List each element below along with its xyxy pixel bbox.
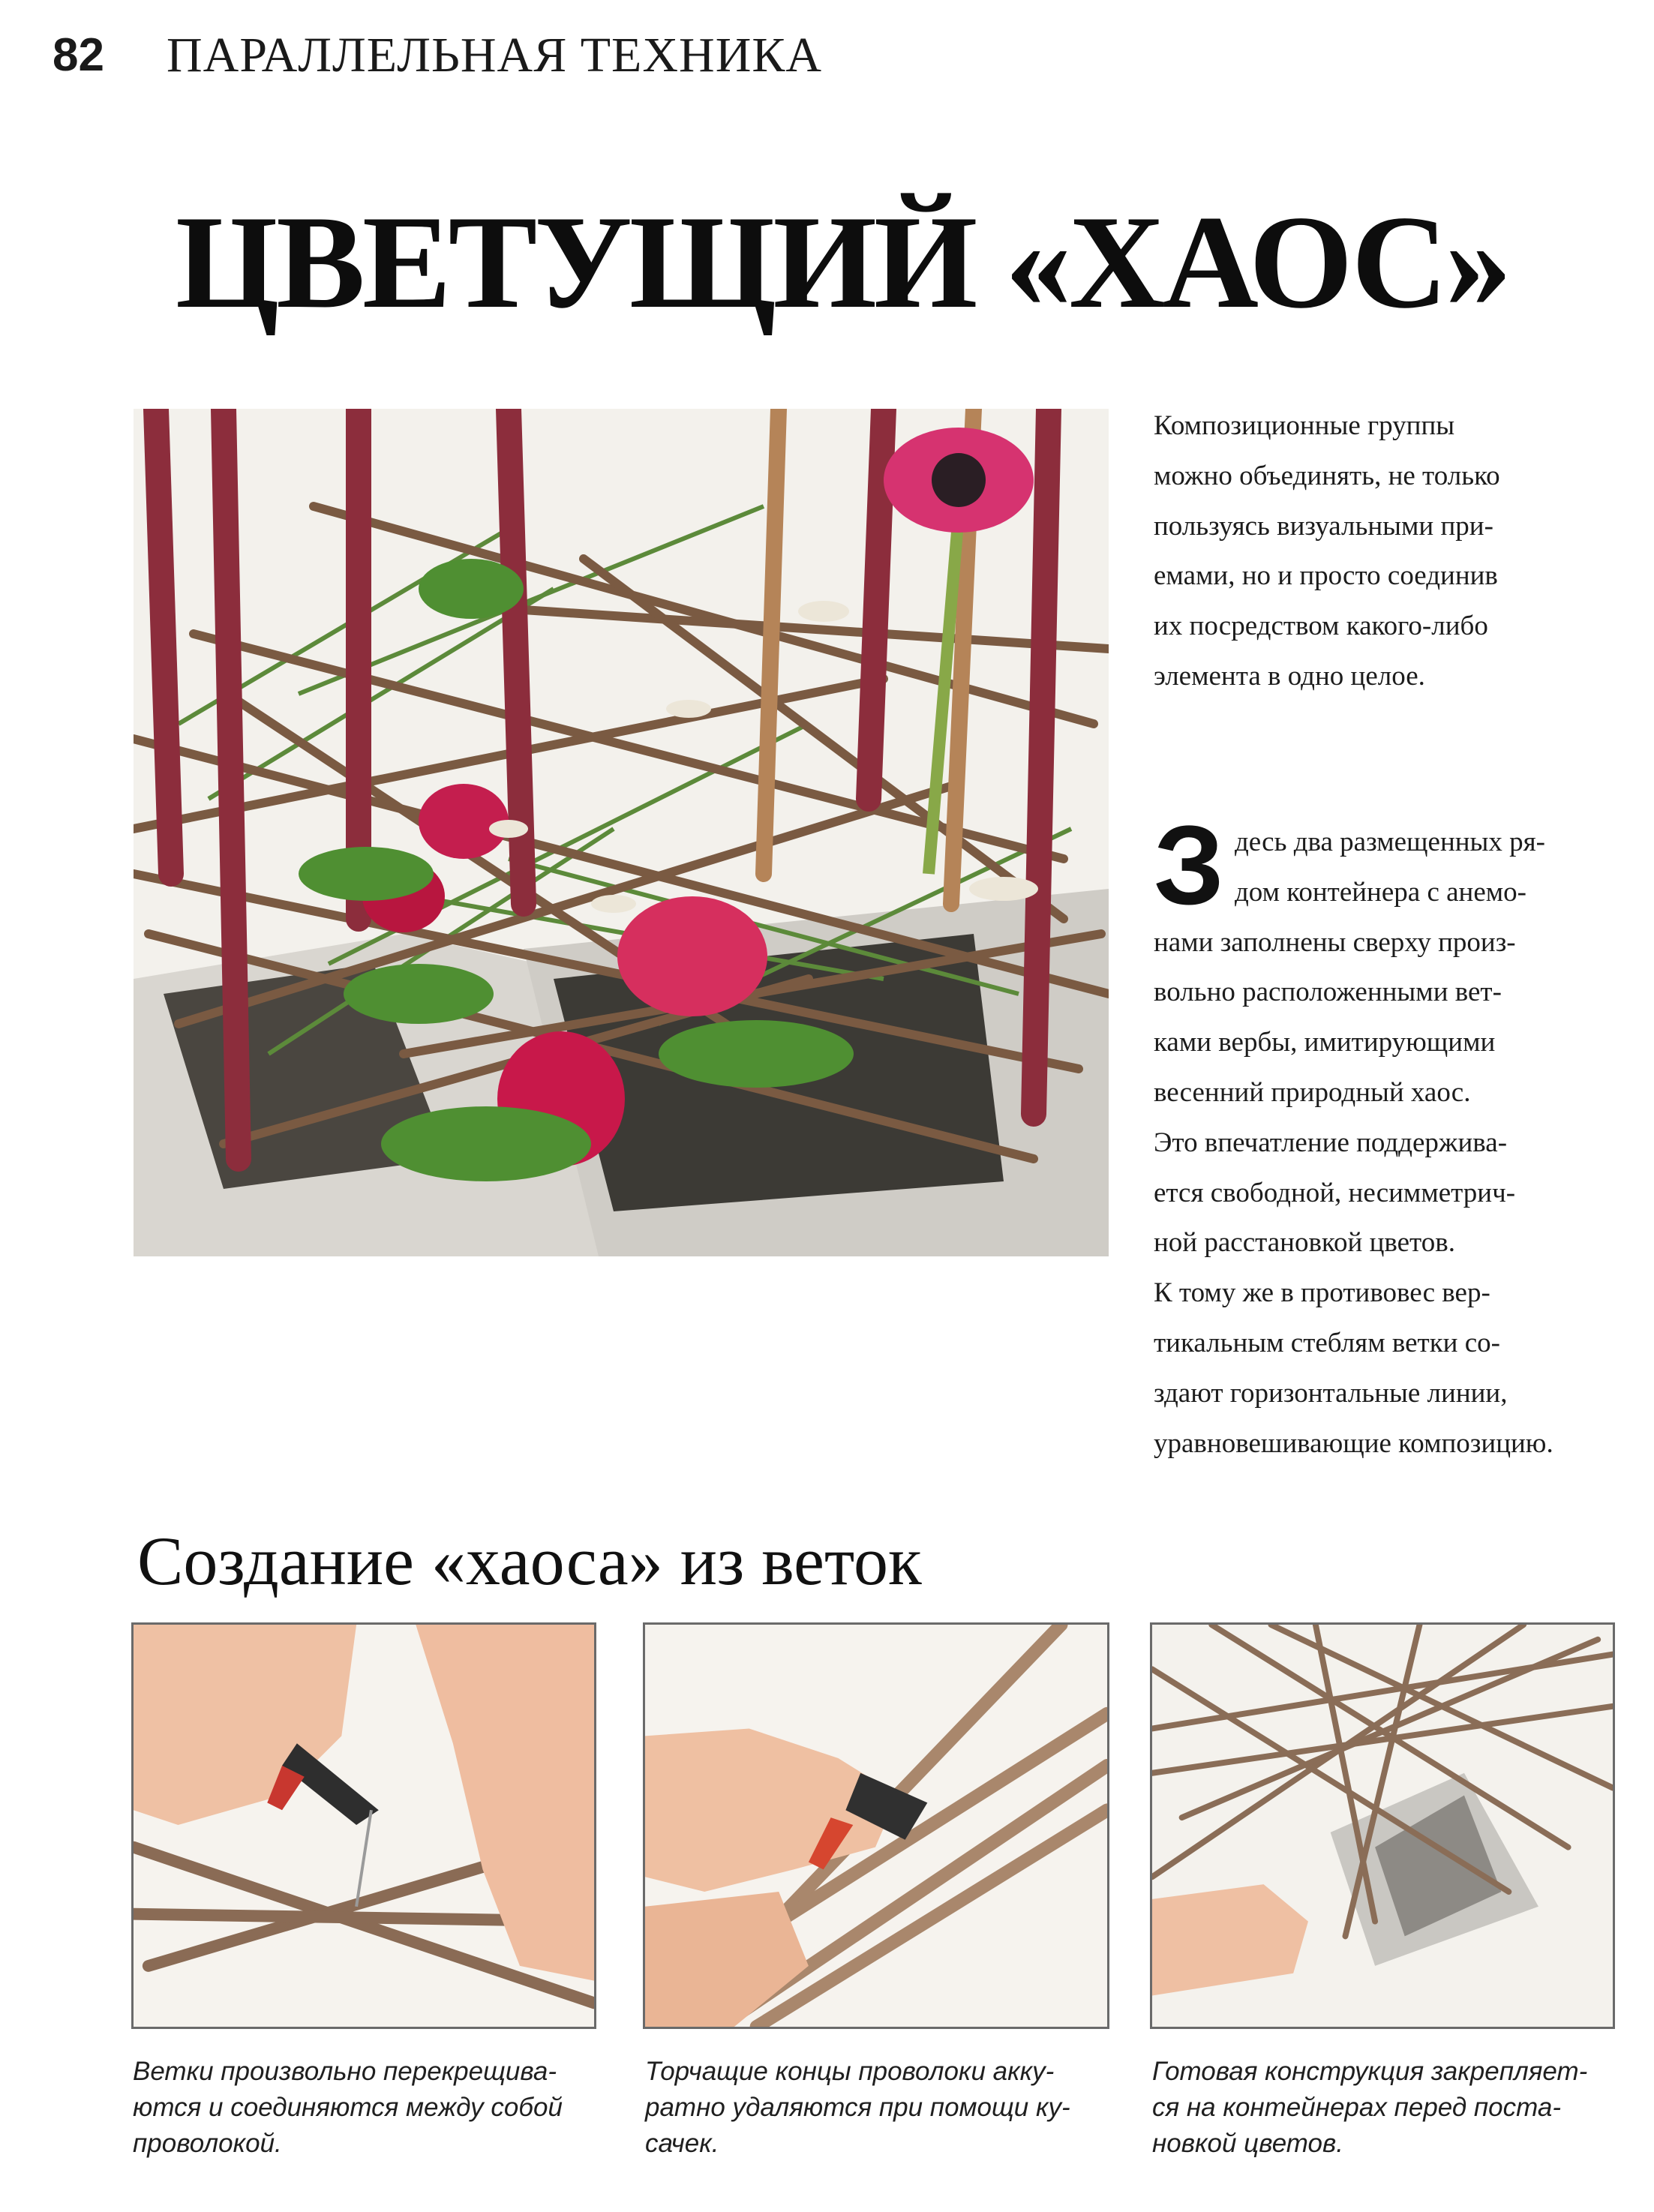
step-photo-2 — [643, 1622, 1109, 2029]
caption-line: ся на контейнерах перед поста- — [1152, 2093, 1562, 2122]
text-line: дом контейнера с анемо- — [1234, 876, 1527, 908]
intro-line: емами, но и просто соединив — [1154, 560, 1498, 592]
text-line: К тому же в противовес вер- — [1154, 1277, 1490, 1309]
caption-line: новкой цветов. — [1152, 2129, 1343, 2158]
step-photo-1 — [131, 1622, 596, 2029]
text-line: вольно расположенными вет- — [1154, 977, 1502, 1008]
caption-line: Готовая конструкция закрепляет- — [1152, 2057, 1588, 2086]
caption-line: Торчащие концы проволоки акку- — [645, 2057, 1055, 2086]
page-number: 82 — [53, 29, 104, 81]
step-caption-3 — [1152, 2054, 1640, 2162]
text-line: десь два размещенных ря- — [1234, 827, 1545, 857]
intro-line: их посредством какого-либо — [1154, 611, 1488, 642]
text-line: ется свободной, несимметрич- — [1154, 1177, 1516, 1208]
text-line: нами заполнены сверху произ- — [1154, 926, 1516, 958]
intro-line: можно объединять, не только — [1154, 460, 1500, 491]
text-line: тикальным стеблям ветки со- — [1154, 1327, 1500, 1358]
text-line: уравновешивающие композицию. — [1154, 1427, 1553, 1459]
caption-line: проволокой. — [133, 2129, 282, 2158]
page-title: ЦВЕТУЩИЙ «ХАОС» — [175, 188, 1509, 336]
text-line: Это впечатление поддержива- — [1154, 1127, 1508, 1158]
text-line: ками вербы, имитирующими — [1154, 1027, 1496, 1058]
step-caption-1 — [133, 2054, 613, 2162]
intro-line: пользуясь визуальными при- — [1154, 510, 1493, 542]
text-line: ной расстановкой цветов. — [1154, 1227, 1455, 1259]
caption-line: ются и соединяются между собой — [133, 2093, 563, 2122]
main-paragraph — [1154, 802, 1615, 1469]
intro-paragraph — [1154, 401, 1611, 702]
drop-cap: З — [1154, 802, 1224, 928]
intro-line: элемента в одно целое. — [1154, 660, 1425, 692]
caption-line: ратно удаляются при помощи ку- — [645, 2093, 1070, 2122]
caption-line: сачек. — [645, 2129, 719, 2158]
section-title: ПАРАЛЛЕЛЬНАЯ ТЕХНИКА — [167, 28, 823, 83]
main-photo — [134, 409, 1109, 1256]
text-line: весенний природный хаос. — [1154, 1076, 1471, 1108]
subsection-title: Создание «хаоса» из веток — [137, 1523, 922, 1599]
text-line: здают горизонтальные линии, — [1154, 1377, 1508, 1409]
caption-line: Ветки произвольно перекрещива- — [133, 2057, 557, 2086]
step-photo-3 — [1150, 1622, 1615, 2029]
intro-line: Композиционные группы — [1154, 410, 1455, 441]
step-caption-2 — [645, 2054, 1125, 2162]
